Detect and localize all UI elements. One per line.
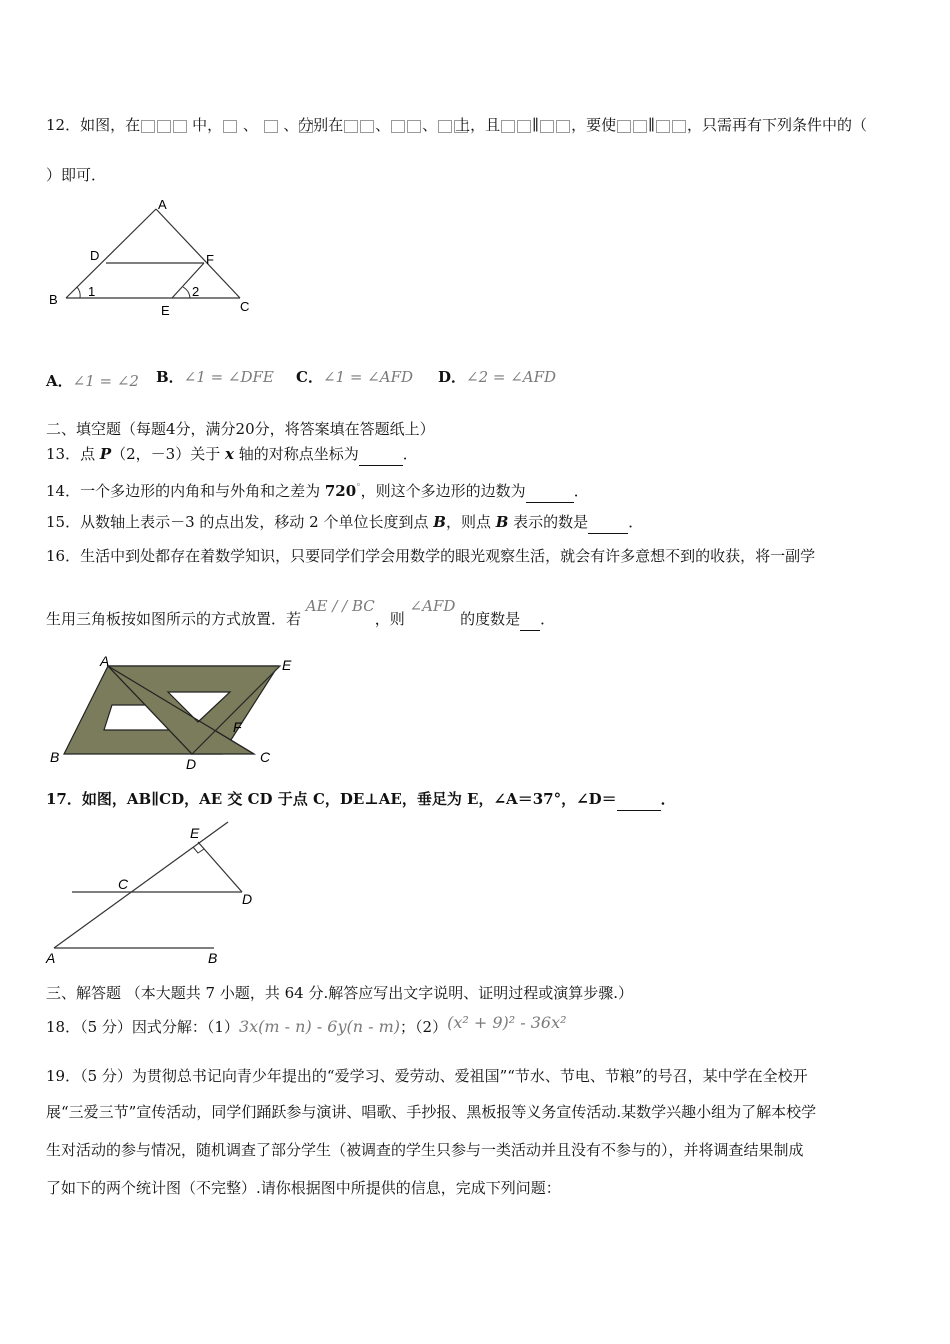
q16-figure [44,650,314,772]
q13-answer-blank[interactable] [359,443,403,466]
section-3-heading: 三、解答题 （本大题共 7 小题，共 64 分.解答应写出文字说明、证明过程或演算步骤.） [46,984,634,1002]
q12-label-B: B [49,292,58,307]
q12-label-2: 2 [192,284,200,299]
q16-answer-blank[interactable] [520,608,540,631]
q17-label-D: D [242,891,253,907]
q15: 15．从数轴上表示－3 的点出发，移动 2 个单位长度到点 B，则点 B 表示的数是 ． [46,511,643,534]
q15-answer-blank[interactable] [588,511,628,534]
q12-label-A: A [158,197,167,212]
placeholder-parallel-2: ∥ [616,116,687,134]
q12-line1: 12．如图，在 中， 、 、分别在 、 、 上，且 ∥ ，要使 ∥ ，只需再有下列条件中的（ [46,116,868,134]
q16-label-E: E [282,657,292,673]
q19-line2: 展“三爱三节”宣传活动，同学们踊跃参与演讲、唱歌、手抄报、黑板报等义务宣传活动.某数学兴趣小组为了解本校学 [46,1103,817,1121]
q17-answer-blank[interactable] [617,788,661,811]
placeholder-sides: 、 、 [343,114,455,136]
q12-label-C: C [240,299,250,314]
q13: 13．点 P（2，－3）关于 x 轴的对称点坐标为 ． [46,443,418,466]
placeholder-triangle [140,114,192,136]
q17: 17．如图，AB∥CD，AE 交 CD 于点 C，DE⊥AE，垂足为 E，∠A＝37°，∠D＝ ． [46,788,676,811]
q12-label-E: E [161,303,170,318]
q12-label-1: 1 [88,284,96,299]
q12-option-d[interactable]: D．∠2 = ∠AFD [438,368,557,386]
q16-label-C: C [260,749,271,765]
q12-line2: ）即可． [46,166,107,184]
q16-label-D: D [186,756,197,772]
q16-label-F: F [233,719,242,735]
placeholder-points: 、 、 [222,114,298,136]
q16-line2: 生用三角板按如图所示的方式放置．若 AE / / BC，则 ∠AFD 的度数是 ． [46,608,555,631]
section-2-heading: 二、填空题（每题4分，满分20分，将答案填在答题纸上） [46,420,435,438]
placeholder-parallel-1: ∥ [500,116,571,134]
q14-answer-blank[interactable] [526,480,574,503]
q18: 18．（5 分）因式分解：（1）3x(m - n) - 6y(n - m)；（2）(x² + 9)² - 36x² [46,1013,567,1036]
q14: 14．一个多边形的内角和与外角和之差为 720°，则这个多边形的边数为 ． [46,477,589,503]
q16-label-B: B [50,749,60,765]
q17-label-C: C [118,876,129,892]
q12-option-c[interactable]: C．∠1 = ∠AFD [296,368,414,386]
q12-figure [44,192,264,322]
q16-line1: 16．生活中到处都存在着数学知识，只要同学们学会用数学的眼光观察生活，就会有许多意想不到的收获，将一副学 [46,547,816,565]
q17-figure [44,818,264,968]
q12-option-b[interactable]: B．∠1 = ∠DFE [156,368,274,386]
q16-label-A: A [100,653,110,669]
q19-line4: 了如下的两个统计图（不完整）.请你根据图中所提供的信息，完成下列问题： [46,1179,561,1197]
q19-line1: 19．（5 分）为贯彻总书记向青少年提出的“爱学习、爱劳动、爱祖国”“节水、节电、节粮”的号召，某中学在全校开 [46,1067,808,1085]
q12-label-D: D [90,248,100,263]
q19-line3: 生对活动的参与情况，随机调查了部分学生（被调查的学生只参与一类活动并且没有不参与的），并将调查结果制成 [46,1141,804,1159]
q17-label-E: E [190,825,200,841]
q17-label-A: A [46,950,56,966]
q12-option-a[interactable]: A．∠1 = ∠2 [46,372,139,390]
q12-label-F: F [206,252,214,267]
q17-label-B: B [208,950,218,966]
